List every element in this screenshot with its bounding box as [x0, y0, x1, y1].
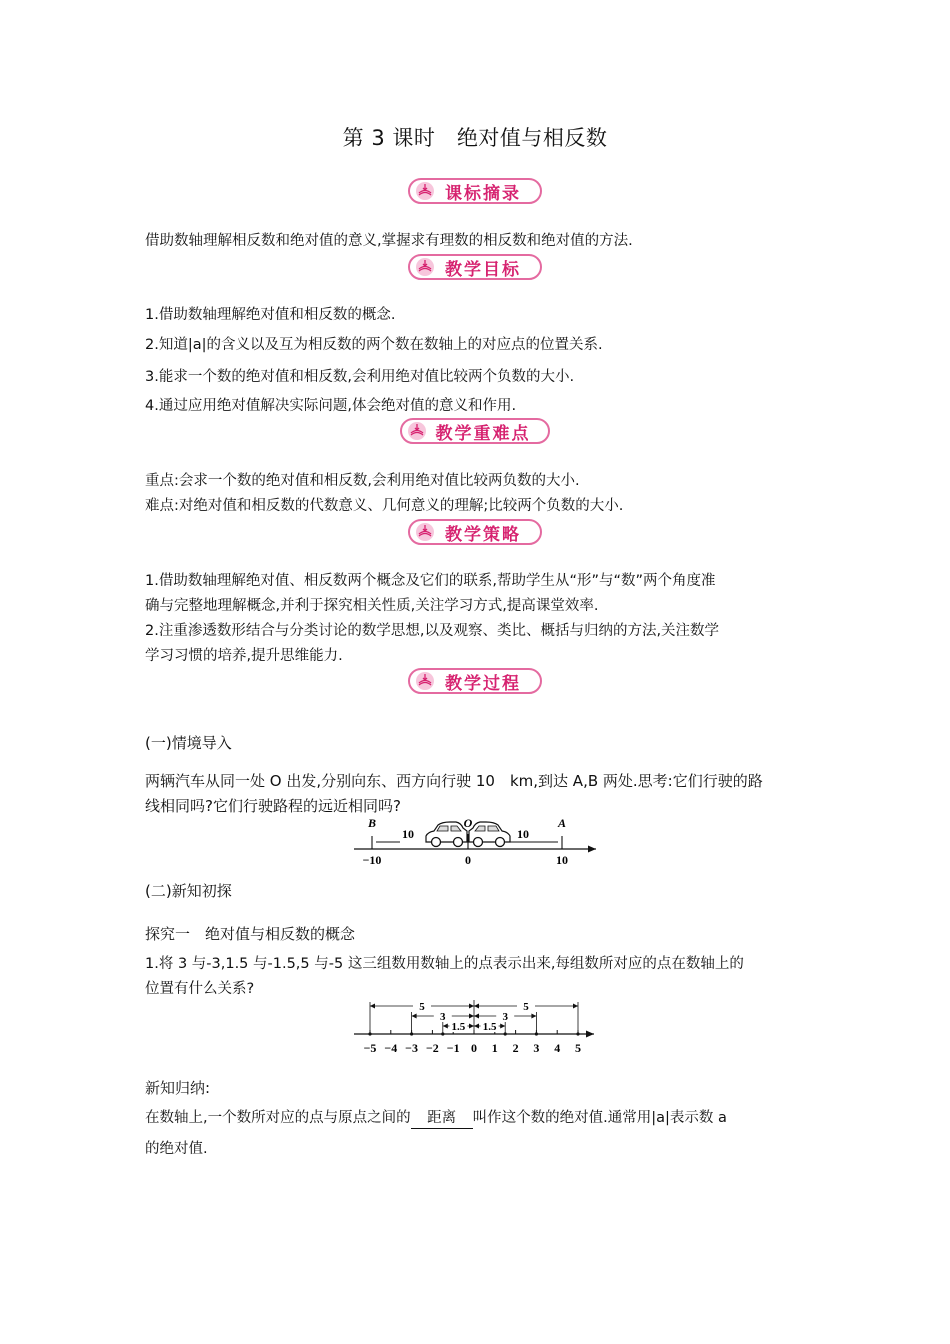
part1-text: 线相同吗?它们行驶路程的远近相同吗?	[145, 797, 401, 815]
standard-text: 借助数轴理解相反数和绝对值的意义,掌握求有理数的相反数和绝对值的方法.	[145, 233, 633, 249]
book-icon	[415, 671, 435, 691]
dim-5-left-arrow	[469, 1004, 474, 1009]
dim-3-right-arrow	[474, 1014, 479, 1019]
strategy-line: 确与完整地理解概念,并利于探究相关性质,关注学习方式,提高课堂效率.	[145, 598, 599, 614]
point-dot	[504, 1032, 507, 1035]
tick-label: 0	[471, 1041, 477, 1055]
tick-label: 3	[533, 1041, 540, 1055]
book-icon	[407, 421, 427, 441]
book-icon	[415, 257, 435, 277]
part1-heading: (一)情境导入	[145, 734, 232, 752]
tick-label: −4	[384, 1041, 398, 1055]
explore1-text: 1.将 3 与-3,1.5 与-1.5,5 与-5 这三组数用数轴上的点表示出来,每组数所对应的点在数轴上的	[145, 956, 744, 972]
tick-label: −5	[363, 1041, 377, 1055]
axis-arrow	[588, 846, 596, 853]
dist-right: 10	[517, 827, 529, 841]
axis-arrow	[586, 1031, 594, 1038]
section-title-process: 教学过程	[445, 673, 521, 694]
dim-15-left-label: 1.5	[451, 1021, 466, 1033]
dim-15-right-arrow	[500, 1024, 505, 1029]
goal-item: 2.知道|a|的含义以及互为相反数的两个数在数轴上的对应点的位置关系.	[145, 337, 603, 353]
dim-3-right-arrow	[531, 1014, 536, 1019]
absolute-value-number-line	[350, 996, 600, 1058]
tick-label: 0	[465, 853, 471, 867]
car-icon	[469, 822, 510, 847]
tick-label: 1	[491, 1041, 498, 1055]
summary-before: 在数轴上,一个数所对应的点与原点之间的	[145, 1110, 411, 1126]
summary-line-2: 的绝对值.	[145, 1141, 208, 1157]
summary-label: 新知归纳:	[145, 1079, 211, 1097]
dim-3-right-label: 3	[502, 1011, 508, 1023]
summary-line	[145, 1108, 810, 1129]
dim-3-left-arrow	[412, 1014, 417, 1019]
cars-number-line-figure	[350, 814, 602, 868]
tick-label: 2	[512, 1041, 519, 1055]
section-badge-standard	[408, 178, 542, 204]
explore1-text: 位置有什么关系?	[145, 981, 255, 997]
point-dot	[441, 1032, 444, 1035]
dim-5-right-label: 5	[523, 1001, 529, 1013]
goal-item: 1.借助数轴理解绝对值和相反数的概念.	[145, 307, 396, 323]
label-b: B	[367, 816, 377, 830]
point-dot	[368, 1032, 371, 1035]
label-o: O	[463, 816, 473, 830]
part2-heading: (二)新知初探	[145, 882, 232, 900]
dim-3-left-label: 3	[440, 1011, 446, 1023]
dim-15-right-label: 1.5	[482, 1021, 497, 1033]
dim-5-left-arrow	[370, 1004, 375, 1009]
tick-label: −3	[405, 1041, 419, 1055]
dim-15-right-arrow	[474, 1024, 479, 1029]
car-icon	[426, 822, 467, 847]
tick-label: 5	[575, 1041, 581, 1055]
section-badge-strategy	[408, 519, 542, 545]
tick-label: 10	[556, 853, 568, 867]
dim-5-left-label: 5	[419, 1001, 425, 1013]
point-dot	[576, 1032, 579, 1035]
section-title-goals: 教学目标	[445, 259, 521, 280]
section-badge-keypoints	[400, 418, 550, 444]
section-badge-goals	[408, 254, 542, 280]
part1-text: 两辆汽车从同一处 O 出发,分别向东、西方向行驶 10 km,到达 A,B 两处.思考:它们行驶的路	[145, 772, 763, 790]
answer-blank: 距离	[411, 1108, 473, 1129]
difficult-point: 难点:对绝对值和相反数的代数意义、几何意义的理解;比较两个负数的大小.	[145, 498, 624, 514]
label-a: A	[557, 816, 567, 830]
section-title-keypoints: 教学重难点	[435, 423, 531, 444]
summary-after: 叫作这个数的绝对值.通常用|a|表示数 a	[472, 1110, 727, 1126]
strategy-line: 学习习惯的培养,提升思维能力.	[145, 648, 343, 664]
tick-label: −10	[362, 853, 382, 867]
section-title-strategy: 教学策略	[445, 524, 521, 545]
point-dot	[535, 1032, 538, 1035]
dim-15-left-arrow	[469, 1024, 474, 1029]
book-icon	[415, 181, 435, 201]
dist-left: 10	[402, 827, 414, 841]
point-dot	[410, 1032, 413, 1035]
tick-label: −1	[446, 1041, 460, 1055]
explore1-title: 探究一 绝对值与相反数的概念	[145, 925, 356, 943]
dim-5-right-arrow	[474, 1004, 479, 1009]
dim-5-right-arrow	[573, 1004, 578, 1009]
dim-3-left-arrow	[469, 1014, 474, 1019]
dim-15-left-arrow	[443, 1024, 448, 1029]
section-title-standard: 课标摘录	[445, 183, 521, 204]
goal-item: 3.能求一个数的绝对值和相反数,会利用绝对值比较两个负数的大小.	[145, 369, 575, 385]
tick-label: 4	[554, 1041, 561, 1055]
tick-label: −2	[425, 1041, 439, 1055]
goal-item: 4.通过应用绝对值解决实际问题,体会绝对值的意义和作用.	[145, 398, 517, 414]
section-badge-process	[408, 668, 542, 694]
key-point: 重点:会求一个数的绝对值和相反数,会利用绝对值比较两负数的大小.	[145, 473, 580, 489]
strategy-line: 2.注重渗透数形结合与分类讨论的数学思想,以及观察、类比、概括与归纳的方法,关注数学	[145, 623, 720, 639]
book-icon	[415, 522, 435, 542]
strategy-line: 1.借助数轴理解绝对值、相反数两个概念及它们的联系,帮助学生从“形”与“数”两个角度准	[145, 573, 716, 589]
page-title: 第 3 课时 绝对值与相反数	[342, 126, 608, 150]
